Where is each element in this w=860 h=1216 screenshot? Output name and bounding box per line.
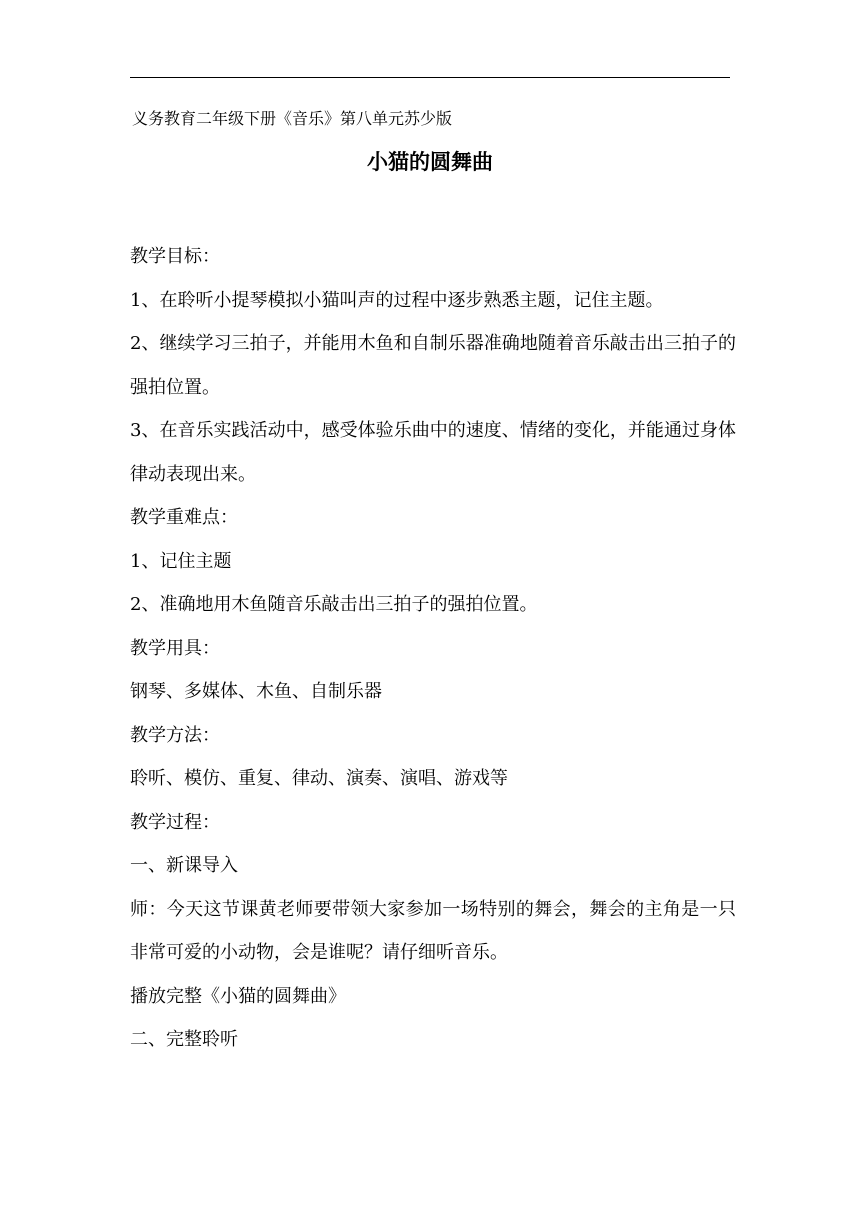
section-heading-key-points: 教学重难点： — [130, 507, 238, 528]
document-title: 小猫的圆舞曲 — [367, 150, 493, 174]
section-heading-tools: 教学用具： — [130, 637, 220, 659]
process-step-heading: 一、新课导入 — [130, 855, 238, 876]
section-heading-process: 教学过程： — [130, 811, 220, 833]
key-point-item: 2、准确地用木鱼随音乐敲击出三拍子的强拍位置。 — [130, 594, 538, 615]
process-step-heading: 二、完整聆听 — [130, 1029, 238, 1050]
section-heading-objectives: 教学目标： — [130, 246, 220, 267]
header-rule — [130, 77, 730, 78]
process-paragraph: 播放完整《小猫的圆舞曲》 — [130, 985, 346, 1007]
objective-item: 2、继续学习三拍子，并能用木鱼和自制乐器准确地随着音乐敲击出三拍子的强拍位置。 — [130, 333, 736, 398]
section-heading-methods: 教学方法： — [130, 724, 220, 746]
methods-text: 聆听、模仿、重复、律动、演奏、演唱、游戏等 — [130, 768, 508, 789]
tools-text: 钢琴、多媒体、木鱼、自制乐器 — [130, 681, 382, 702]
process-paragraph: 师：今天这节课黄老师要带领大家参加一场特别的舞会，舞会的主角是一只非常可爱的小动物，会是谁呢？请仔细听音乐。 — [130, 898, 736, 963]
key-point-item: 1、记住主题 — [130, 550, 232, 572]
objective-item: 1、在聆听小提琴模拟小猫叫声的过程中逐步熟悉主题，记住主题。 — [130, 289, 664, 311]
document-body — [130, 235, 736, 1062]
objective-item: 3、在音乐实践活动中，感受体验乐曲中的速度、情绪的变化，并能通过身体律动表现出来。 — [130, 420, 736, 485]
running-header: 义务教育二年级下册《音乐》第八单元苏少版 — [132, 109, 453, 128]
